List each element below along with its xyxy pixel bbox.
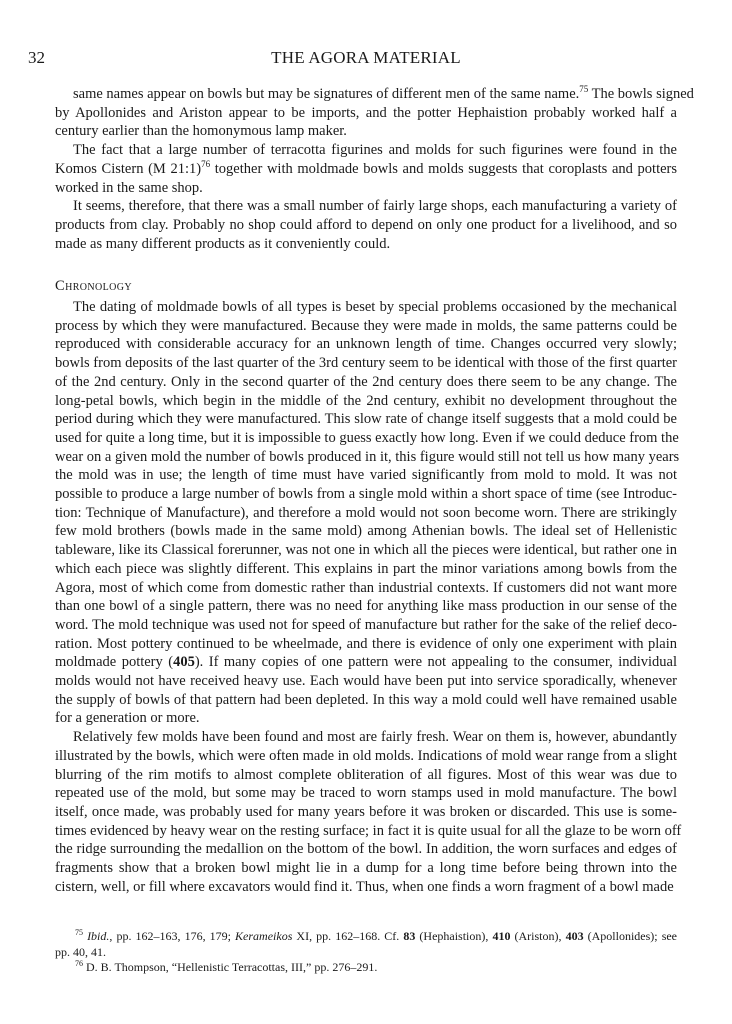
text-line bbox=[55, 410, 677, 429]
text-line bbox=[55, 597, 677, 616]
text-line bbox=[55, 840, 677, 859]
text-segment: , pp. 162–163, 176, 179; bbox=[109, 929, 236, 943]
text-line bbox=[55, 929, 677, 945]
text-segment: molds would not have received heavy use. Each would have been put into service sporadically, whenever bbox=[55, 673, 677, 690]
text-segment: of the 2nd century. Only in the second quarter of the 2nd century does there seem to be any change. The bbox=[55, 373, 677, 390]
text-segment: same names appear on bowls but may be signatures of different men of the same name. bbox=[73, 86, 580, 102]
paragraph bbox=[55, 84, 694, 141]
text-line bbox=[55, 197, 677, 216]
text-segment: products from clay. Probably no shop could afford to depend on only one product for a livelihood, and so bbox=[55, 216, 677, 233]
text-segment: than one bowl of a single pattern, there was no need for anything like mass production in our sense of the bbox=[55, 598, 677, 615]
text-line bbox=[55, 579, 677, 598]
text-segment: moldmade pottery ( bbox=[55, 654, 174, 671]
paragraph bbox=[55, 141, 677, 197]
text-line bbox=[55, 448, 680, 467]
text-line bbox=[55, 616, 677, 635]
text-line bbox=[55, 691, 677, 710]
text-segment: Komos Cistern (M 21:1) bbox=[55, 160, 202, 177]
text-segment: tion: Technique of Manufacture), and therefore a mold would not soon become worn. There are strikingly bbox=[55, 504, 677, 521]
text-segment: illustrated by the bowls, which were often made in old molds. Indications of mold wear range from a slight bbox=[55, 747, 677, 764]
text-line bbox=[55, 803, 677, 822]
text-segment: pp. 40, 41. bbox=[55, 944, 106, 959]
text-segment: tableware, like its Classical forerunner, was not one in which all the pieces were identical, but rather one in bbox=[55, 542, 677, 559]
text-segment: few mold brothers (bowls made in the same mold) among Athenian bowls. The ideal set of Hellenistic bbox=[55, 523, 677, 540]
text-line bbox=[55, 104, 677, 123]
text-segment: reproduced with considerable accuracy for an unknown length of time. Changes occurred very slowly; bbox=[55, 336, 677, 353]
page-number: 32 bbox=[28, 48, 45, 67]
footnote bbox=[55, 929, 677, 960]
text-line bbox=[55, 822, 682, 841]
text-segment: 83 bbox=[403, 929, 416, 943]
text-segment: 410 bbox=[492, 929, 511, 943]
text-segment: repeated use of the mold, but some may be traced to worn stamps used in mold manufacture. The bowl bbox=[55, 785, 677, 802]
text-line bbox=[55, 122, 677, 141]
text-line bbox=[55, 354, 677, 373]
text-line bbox=[55, 728, 677, 747]
text-segment: word. The mold technique was used not for speed of manufacture but rather for the sake of the relief deco- bbox=[55, 616, 677, 633]
text-segment: bowls from deposits of the last quarter of the 3rd century seem to be identical with those of the first quarter bbox=[55, 355, 677, 372]
text-segment: ). If many copies of one pattern were not appealing to the consumer, individual bbox=[194, 654, 677, 671]
text-line bbox=[55, 392, 677, 411]
text-line bbox=[55, 541, 677, 560]
text-segment: Ibid. bbox=[87, 929, 110, 943]
text-segment: Kerameikos bbox=[235, 929, 293, 943]
text-segment: itself, once made, was probably used for many years before it was broken or discarded. This use is some- bbox=[55, 803, 677, 820]
text-segment: century earlier than the homonymous lamp maker. bbox=[55, 123, 347, 140]
body-text-chronology bbox=[55, 298, 682, 897]
text-line bbox=[55, 179, 677, 198]
text-line bbox=[55, 235, 677, 254]
text-line bbox=[55, 216, 677, 235]
paragraph bbox=[55, 728, 682, 896]
text-segment: 403 bbox=[565, 929, 584, 943]
text-segment: fragments show that a broken bowl might lie in a dump for a long time before being thrown into the bbox=[55, 860, 677, 877]
text-segment: (Apollonides); see bbox=[583, 929, 678, 943]
text-segment: long-petal bowls, which begin in the middle of the 2nd century, exhibit no development throughout the bbox=[55, 392, 677, 409]
text-line bbox=[55, 160, 677, 179]
text-segment: worked in the same shop. bbox=[55, 179, 203, 196]
text-segment: D. B. Thompson, “Hellenistic Terracottas, III,” pp. 276–291. bbox=[83, 960, 378, 974]
text-segment: times evidenced by heavy wear on the resting surface; in fact it is quite usual for all the glaze to be worn off bbox=[55, 822, 682, 839]
text-segment: by Apollonides and Ariston appear to be imports, and the potter Hephaistion probably worked half a bbox=[55, 104, 677, 121]
text-line bbox=[55, 466, 677, 485]
text-segment: period during which they were manufactured. This slow rate of change itself suggests that a mold could be bbox=[55, 411, 677, 428]
text-line bbox=[55, 141, 677, 160]
text-segment: (Ariston), bbox=[510, 929, 566, 943]
text-line bbox=[55, 960, 677, 976]
text-segment: The fact that a large number of terracotta figurines and molds for such figurines were found in the bbox=[73, 142, 677, 159]
text-line bbox=[55, 560, 677, 579]
text-line bbox=[55, 653, 677, 672]
text-segment: for a generation or more. bbox=[55, 710, 200, 727]
footnotes bbox=[55, 929, 677, 976]
text-segment: blurring of the rim motifs to almost complete obliteration of all figures. Most of this wear was due to bbox=[55, 766, 677, 783]
text-line bbox=[55, 635, 677, 654]
text-segment: possible to produce a large number of bowls from a single mold within a short space of time (see Introduc- bbox=[55, 486, 677, 503]
text-line bbox=[55, 859, 677, 878]
section-heading: Chronology bbox=[55, 278, 133, 294]
text-segment: made as many different products as it conveniently could. bbox=[55, 235, 391, 252]
text-line bbox=[55, 298, 677, 317]
text-line bbox=[55, 522, 677, 541]
text-line bbox=[55, 878, 677, 897]
paragraph bbox=[55, 298, 680, 728]
text-segment: The bowls signed bbox=[588, 86, 694, 102]
text-segment: process by which they were manufactured. Because they were made in molds, the same patterns could be bbox=[55, 317, 677, 334]
text-segment: It seems, therefore, that there was a small number of fairly large shops, each manufacturing a variety of bbox=[73, 198, 677, 215]
text-line bbox=[55, 485, 677, 504]
text-line bbox=[55, 766, 677, 785]
text-segment: wear on a given mold the number of bowls produced in it, this figure would still not tell us how many years bbox=[55, 448, 680, 465]
text-line bbox=[55, 373, 677, 392]
running-title: THE AGORA MATERIAL bbox=[271, 48, 461, 67]
text-segment: (Hephaistion), bbox=[415, 929, 493, 943]
text-line bbox=[55, 784, 677, 803]
footnote bbox=[55, 960, 677, 976]
text-line bbox=[55, 429, 677, 448]
text-segment: used for quite a long time, but it is impossible to guess exactly how long. Even if we could deduce from the bbox=[55, 429, 679, 446]
text-line bbox=[55, 84, 694, 104]
text-segment: XI, pp. 162–168. Cf. bbox=[292, 929, 404, 943]
text-line bbox=[55, 747, 677, 766]
text-segment: the supply of bowls of that pattern had been depleted. In this way a mold could well have remained usable bbox=[55, 691, 677, 708]
text-segment: the mold was in use; the length of time must have varied significantly from mold to mold. It was not bbox=[55, 467, 677, 484]
footnote-ref: 76 bbox=[201, 158, 211, 169]
text-segment: The dating of moldmade bowls of all types is beset by special problems occasioned by the mechanical bbox=[73, 299, 677, 315]
text-line bbox=[55, 504, 677, 523]
text-line bbox=[55, 672, 677, 691]
text-line bbox=[55, 945, 677, 961]
paragraph bbox=[55, 197, 677, 253]
text-segment: cistern, well, or fill where excavators would find it. Thus, when one finds a worn fragment of a bowl made bbox=[55, 878, 674, 895]
text-line bbox=[55, 709, 677, 728]
text-segment: Agora, most of which come from domestic rather than industrial contexts. If customers did not want more bbox=[55, 579, 677, 596]
text-segment: ration. Most pottery continued to be wheelmade, and there is evidence of only one experiment with plain bbox=[55, 635, 677, 652]
body-text-before bbox=[55, 84, 694, 253]
text-segment: which each piece was slightly different. This explains in part the minor variations among bowls from the bbox=[55, 560, 677, 577]
text-line bbox=[55, 335, 677, 354]
text-segment: Relatively few molds have been found and most are fairly fresh. Wear on them is, however, abundantly bbox=[73, 729, 677, 746]
footnote-ref: 75 bbox=[579, 84, 589, 94]
footnote-ref: 76 bbox=[75, 959, 83, 968]
text-segment: the ridge surrounding the medallion on the bottom of the bowl. In addition, the worn surfaces and edges of bbox=[55, 841, 677, 858]
footnote-ref: 75 bbox=[75, 928, 83, 937]
text-segment: together with moldmade bowls and molds suggests that coroplasts and potters bbox=[210, 160, 678, 177]
text-segment: 405 bbox=[173, 654, 195, 671]
text-line bbox=[55, 317, 677, 336]
